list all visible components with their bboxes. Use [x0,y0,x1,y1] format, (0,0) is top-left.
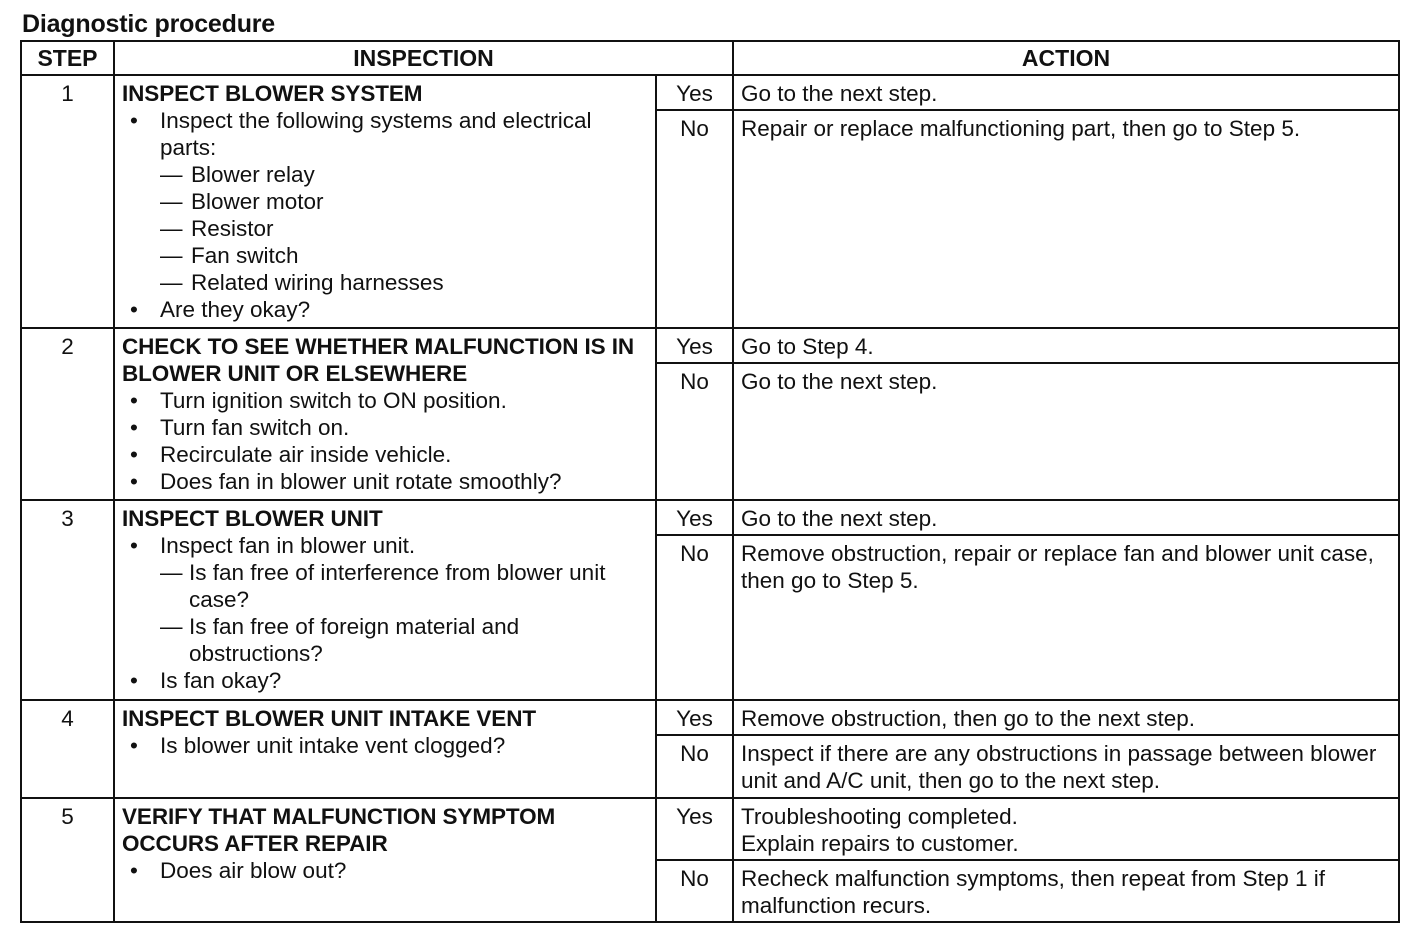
list-item: • Does air blow out? [122,857,649,884]
inspection-cell [114,75,656,328]
inspection-heading: CHECK TO SEE WHETHER MALFUNCTION IS IN BLOWER UNIT OR ELSEWHERE [122,334,635,386]
step-number: 2 [21,328,114,500]
no-action: Inspect if there are any obstructions in passage between blower unit and A/C unit, then go to the next step. [733,735,1399,798]
inspection-cell [114,500,656,700]
yes-label: Yes [656,75,733,110]
bullet-list [122,732,649,759]
document [20,8,1398,923]
list-item: • Turn fan switch on. [122,414,649,441]
no-label: No [656,363,733,500]
yes-action-line: Troubleshooting completed. [741,804,1018,829]
yes-action-line: Explain repairs to customer. [741,831,1019,856]
header-step: STEP [21,41,114,75]
page-title: Diagnostic procedure [22,10,275,38]
step-number: 1 [21,75,114,328]
diagnostic-procedure-table [20,40,1400,923]
yes-action [733,798,1399,860]
list-item: • Inspect fan in blower unit. — Is fan free of interference from blower unit case? — Is fan free of foreign material and obstructions? [122,532,649,667]
bullet-list [122,857,649,884]
yes-label: Yes [656,700,733,735]
table-row-step-5 [21,798,1399,860]
step-number: 3 [21,500,114,700]
list-item: — Related wiring harnesses [160,270,444,295]
no-label: No [656,735,733,798]
list-item: — Resistor [160,216,274,241]
inspection-heading: INSPECT BLOWER SYSTEM [122,81,423,106]
table-row-step-1 [21,75,1399,110]
step-number: 4 [21,700,114,798]
yes-action: Go to Step 4. [733,328,1399,363]
list-item: — Blower motor [160,189,324,214]
bullet-list [122,107,649,323]
no-action: Go to the next step. [733,363,1399,500]
bullet-list [122,387,649,495]
list-item: — Blower relay [160,162,315,187]
no-label: No [656,535,733,700]
inspection-cell [114,798,656,922]
sub-list [160,161,649,296]
no-label: No [656,110,733,328]
no-action: Remove obstruction, repair or replace fan and blower unit case, then go to Step 5. [733,535,1399,700]
list-item [122,107,649,296]
yes-action: Go to the next step. [733,75,1399,110]
list-item: • Recirculate air inside vehicle. [122,441,649,468]
yes-label: Yes [656,328,733,363]
header-inspection: INSPECTION [114,41,733,75]
table-row-step-4 [21,700,1399,735]
header-action: ACTION [733,41,1399,75]
list-item: — Is fan free of foreign material and obstructions? [160,614,520,666]
step-number: 5 [21,798,114,922]
list-item: • Turn ignition switch to ON position. [122,387,649,414]
no-action: Repair or replace malfunctioning part, then go to Step 5. [733,110,1399,328]
inspection-cell [114,700,656,798]
list-item: • Does fan in blower unit rotate smoothly? [122,468,649,495]
no-action: Recheck malfunction symptoms, then repeat from Step 1 if malfunction recurs. [733,860,1399,922]
table-row-step-2 [21,328,1399,363]
yes-action: Remove obstruction, then go to the next step. [733,700,1399,735]
table-header-row [21,41,1399,75]
bullet-list [122,532,649,694]
list-item: — Fan switch [160,243,299,268]
list-item: • Are they okay? [122,296,649,323]
inspection-heading: INSPECT BLOWER UNIT [122,506,383,531]
list-item: • Is fan okay? [122,667,649,694]
yes-action: Go to the next step. [733,500,1399,535]
inspection-heading: INSPECT BLOWER UNIT INTAKE VENT [122,706,536,731]
inspection-heading: VERIFY THAT MALFUNCTION SYMPTOM OCCURS AFTER REPAIR [122,804,556,856]
list-item: • Is blower unit intake vent clogged? [122,732,649,759]
bullet-text: Inspect the following systems and electrical parts: [160,108,592,160]
yes-label: Yes [656,500,733,535]
sub-list [160,559,649,667]
no-label: No [656,860,733,922]
list-item: — Is fan free of interference from blower unit case? [160,560,606,612]
inspection-cell [114,328,656,500]
yes-label: Yes [656,798,733,860]
table-row-step-3 [21,500,1399,535]
